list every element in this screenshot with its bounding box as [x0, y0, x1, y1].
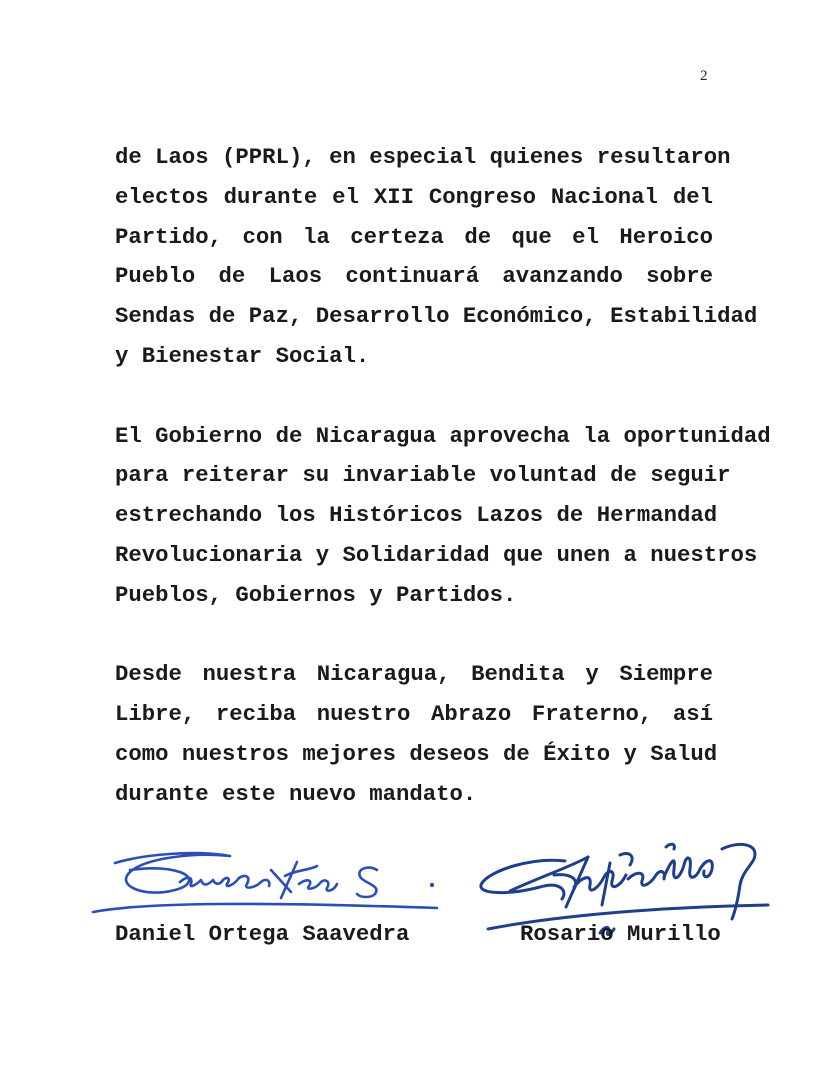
text-line: Revolucionaria y Solidaridad que unen a nuestros	[115, 541, 758, 568]
text-line: de Laos (PPRL), en especial quienes resultaron	[115, 144, 731, 170]
text-line: Libre, reciba nuestro Abrazo Fraterno, así	[115, 701, 713, 728]
text-line: y Bienestar Social.	[115, 342, 370, 369]
page-number: 2	[700, 68, 708, 84]
paragraph-government-reiteration	[115, 417, 771, 616]
text-line: Sendas de Paz, Desarrollo Económico, Estabilidad	[115, 303, 758, 330]
text-line: durante este nuevo mandato.	[115, 780, 477, 807]
text-line: Partido, con la certeza de que el Heroico	[115, 223, 713, 250]
text-line: electos durante el XII Congreso Nacional del	[115, 183, 713, 210]
signatory-name-murillo: Rosario Murillo	[520, 921, 721, 947]
letter-body	[115, 138, 771, 854]
text-line: El Gobierno de Nicaragua aprovecha la oportunidad	[115, 422, 771, 449]
text-line: Desde nuestra Nicaragua, Bendita y Siempre	[115, 661, 713, 688]
paragraph-closing-congratulations	[115, 138, 758, 377]
text-line: Pueblo de Laos continuará avanzando sobre	[115, 263, 713, 290]
paragraph-farewell	[115, 655, 718, 814]
text-line: para reiterar su invariable voluntad de seguir	[115, 462, 731, 489]
text-line: Pueblos, Gobiernos y Partidos.	[115, 581, 517, 608]
text-line: estrechando los Históricos Lazos de Hermandad	[115, 502, 718, 529]
text-line: como nuestros mejores deseos de Éxito y Salud	[115, 740, 718, 767]
signatory-name-ortega: Daniel Ortega Saavedra	[115, 921, 410, 947]
